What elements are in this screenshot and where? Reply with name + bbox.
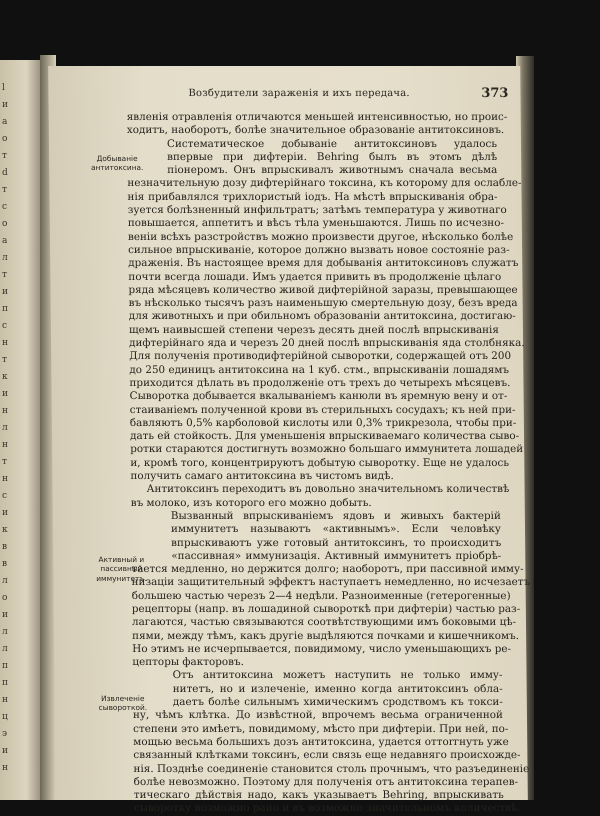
text-line: щемъ наивысшей степени черезъ десять дней послѣ впрыскиванія: [128, 323, 499, 336]
text-column: [126, 111, 531, 816]
text-line: Систематическое добываніе антитоксиновъ удалось: [166, 137, 498, 150]
text-line: нитетъ, но и излеченіе, именно когда антитоксинъ обла-: [172, 682, 503, 695]
margin-note-1: Добываніе антитоксина.: [91, 154, 144, 173]
text-line: и, кромѣ того, концентрируютъ добытую сыворотку. Еще не удалось: [130, 456, 510, 469]
left-page-edge-text: l и а о т d т с о а л т и п с н т к и н л н т н с и к в в л о и л л п п н ц э и н: [2, 83, 8, 773]
text-line: даетъ болѣе сильнымъ химическимъ сродствомъ къ токси-: [172, 696, 503, 709]
text-line: получить самаго антитоксина въ чистомъ видѣ.: [130, 470, 394, 483]
margin-note-3: Извлеченіе сывороткой.: [98, 694, 148, 713]
book-page: [48, 66, 531, 815]
text-line: рецепторы (напр. въ лошадиной сывороткѣ при дифтеріи) частью раз-: [131, 602, 521, 615]
text-line: ротки стараются достигнуть возможно большаго иммунитета лошадей: [130, 443, 524, 456]
text-line: связанный клѣтками токсинъ, если связь еще недавняго происхожде-: [133, 749, 521, 762]
text-line: впрыскиваютъ уже готовый антитоксинъ, то происходитъ: [171, 536, 502, 549]
text-line: для животныхъ и при обильномъ образованіи антитоксина, достигаю-: [128, 310, 516, 323]
page-number: 373: [481, 86, 509, 101]
text-line: Для полученія противодифтерійной сыворотки, содержащей отъ 200: [129, 350, 512, 363]
text-line: дифтерійнаго яда и черезъ 20 дней послѣ впрыскиванія яда столбняка.: [128, 337, 525, 350]
text-line: сильное впрыскиваніе, которое должно вызвать новое состояніе раз-: [128, 243, 510, 256]
text-line: нія прибавлялся трихлористый іодъ. На мѣстѣ впрыскиванія обра-: [127, 190, 498, 203]
text-line: незначительную дозу дифтерійнаго токсина, къ которому для ослабле-: [127, 177, 522, 190]
text-line: большею частью черезъ 2—4 недѣли. Разноименные (гетерогенные): [131, 589, 511, 602]
text-line: лагаются, частью связываются соотвѣтствующими имъ боковыми цѣ-: [131, 616, 517, 629]
text-line: въ нѣсколько тысячъ разъ наименьшую смертельную дозу, безъ вреда: [128, 297, 518, 310]
text-line: почти всегда лошади. Имъ удается привить въ продолженіе цѣлаго: [128, 270, 502, 283]
text-line: иммунитетъ называютъ «активнымъ». Если человѣку: [170, 523, 502, 536]
text-line: сыворотку возможно рано и въ возможно значительномъ количествѣ.: [133, 802, 521, 815]
text-line: Но этимъ не исчерпывается, повидимому, число уменьшающихъ ре-: [132, 642, 512, 655]
running-head: Возбудители зараженія и ихъ передача.: [188, 88, 410, 99]
text-line: драженія. Въ настоящее время для добыванія антитоксиновъ служатъ: [128, 257, 519, 270]
text-line: веніи всѣхъ разстройствъ можно произвести другое, нѣсколько болѣе: [127, 230, 514, 243]
text-line: ряда мѣсяцевъ количество живой дифтерійной заразы, превышающее: [128, 283, 518, 296]
text-line: нія. Позднѣе соединеніе становится столь прочнымъ, что разъединеніе: [133, 762, 530, 775]
text-line: низаціи защитительный эффектъ наступаетъ немедленно, но исчезаетъ: [131, 576, 531, 589]
text-line: «пассивная» иммунизація. Активный иммунитетъ пріобрѣ-: [171, 549, 502, 562]
margin-note-2: Активный и пассивный иммунитетъ.: [96, 555, 147, 583]
text-line: приходится дѣлать въ продолженіе отъ трехъ до четырехъ мѣсяцевъ.: [129, 376, 511, 389]
text-line: Антитоксинъ переходитъ въ довольно значительномъ количествѣ: [146, 483, 510, 496]
text-line: повышается, аппетитъ и вѣсъ тѣла уменьшаются. Лишь по исчезно-: [127, 217, 505, 230]
text-line: степени это имѣетъ, повидимому, мѣсто при дифтеріи. При ней, по-: [133, 722, 509, 735]
text-line: стаиваніемъ полученной крови въ стерильныхъ сосудахъ; къ ней при-: [129, 403, 516, 416]
text-line: Вызванный впрыскиваніемъ ядовъ и живыхъ бактерій: [170, 509, 501, 522]
text-line: тическаго дѣйствія надо, какъ указываетъ Behring, впрыскивать: [133, 789, 504, 802]
left-page-edge: [0, 60, 44, 800]
text-line: тается медленно, но держится долго; наоборотъ, при пассивной имму-: [131, 563, 524, 576]
text-line: въ молоко, изъ которого его можно добыть.: [130, 496, 372, 509]
text-line: мощью весьма большихъ дозъ антитоксина, удается оттorгнуть уже: [133, 735, 509, 748]
text-line: явленія отравленія отличаются меньшей интенсивностью, но проис-: [126, 111, 508, 123]
text-line: ну, чѣмъ клѣтка. До извѣстной, впрочемъ весьма ограниченной: [132, 709, 504, 722]
text-line: пями, между тѣмъ, какъ другіе выдѣляются почками и кишечникомъ.: [132, 629, 520, 642]
text-line: зуется болѣзненный инфильтратъ; затѣмъ температура у животнаго: [127, 204, 507, 217]
text-line: цепторы факторовъ.: [132, 656, 244, 669]
text-line: бавляютъ 0,5% карболовой кислоты или 0,3% трикрезола, чтобы при-: [129, 416, 517, 429]
text-line: ходитъ, наоборотъ, болѣе значительное образованіе антитоксиновъ.: [126, 124, 505, 137]
text-line: піонеромъ. Онъ впрыскивалъ животнымъ сначала весьма: [167, 164, 498, 177]
text-line: до 250 единицъ антитоксина на 1 куб. стм., впрыскиваніи лошадямъ: [129, 363, 510, 376]
text-line: Сыворотка добывается вкалываніемъ канюли въ яремную вену и от-: [129, 390, 508, 403]
text-line: Отъ антитоксина можетъ наступить не только имму-: [172, 669, 503, 682]
text-line: дать ей стойкость. Для уменьшенія впрыскиваемаго количества сыво-: [129, 430, 520, 443]
text-line: болѣе невозможно. Поэтому для полученія отъ антитоксина терапев-: [133, 775, 519, 788]
text-line: впервые при дифтеріи. Behring былъ въ этомъ дѣлѣ: [167, 150, 498, 163]
